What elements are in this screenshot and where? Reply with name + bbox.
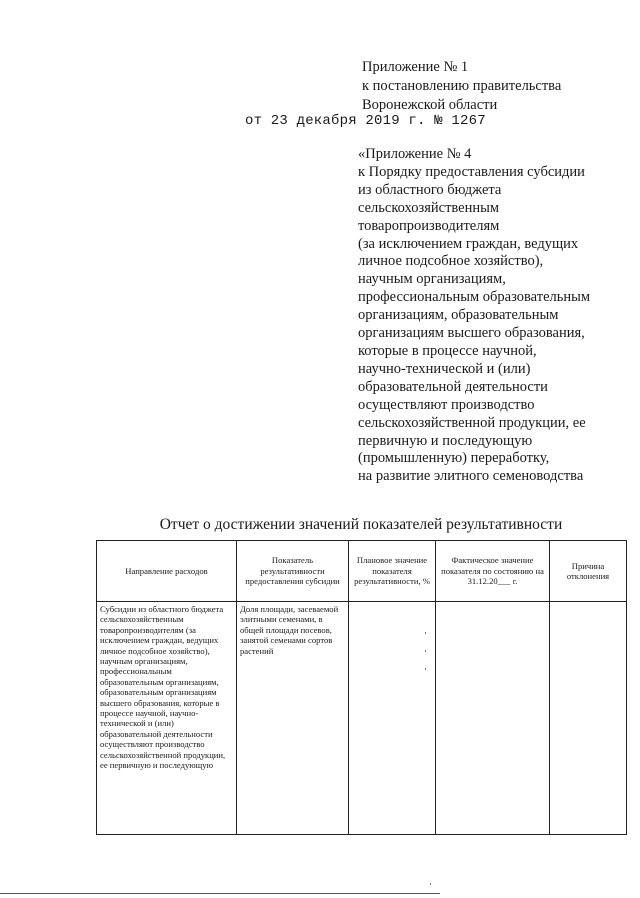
annex-line: «Приложение № 4 xyxy=(358,146,472,162)
scan-speck xyxy=(430,883,431,885)
annex-line: сельскохозяйственной продукции, ее xyxy=(358,414,586,431)
resolution-date-line: от 23 декабря 2019 г. № 1267 xyxy=(245,113,486,129)
column-header-planned: Плановое значение показателя результативности, % xyxy=(349,541,436,602)
annex-line: осуществляют производство xyxy=(358,396,535,413)
annex-line: личное подсобное хозяйство), xyxy=(358,253,544,270)
scan-speck xyxy=(425,632,426,634)
cell-indicator: Доля площади, засеваемой элитными семенами, в общей площади посевов, занятой семенами сортов растений xyxy=(237,602,349,835)
column-header-reason: Причина отклонения xyxy=(550,541,627,602)
report-table xyxy=(96,540,627,835)
annex-line: научно-технической и (или) xyxy=(358,360,531,377)
annex-line: первичную и последующую xyxy=(358,432,533,449)
annex-line: из областного бюджета xyxy=(358,181,502,198)
annex-line: профессиональным образовательным xyxy=(358,289,591,306)
annex-line: на развитие элитного семеноводства xyxy=(358,468,584,485)
annex-line: организациям высшего образования, xyxy=(358,325,585,342)
cell-actual xyxy=(436,602,550,835)
annex-line: товаропроизводителям xyxy=(358,217,500,234)
scan-speck xyxy=(425,650,426,652)
appendix-ref-line: к постановлению правительства xyxy=(362,78,562,94)
report-title: Отчет о достижении значений показателей результативности xyxy=(159,516,563,533)
annex-line: (промышленную) переработку, xyxy=(358,450,550,467)
appendix-header xyxy=(362,58,561,115)
table-header-row xyxy=(97,541,627,602)
page-bottom-rule xyxy=(0,893,440,894)
cell-reason xyxy=(550,602,627,835)
table-row xyxy=(97,602,627,835)
annex-line: которые в процессе научной, xyxy=(358,342,537,359)
annex-line: образовательной деятельности xyxy=(358,378,548,395)
appendix-number: Приложение № 1 xyxy=(362,59,469,75)
annex-line: сельскохозяйственным xyxy=(358,199,500,216)
cell-planned xyxy=(349,602,436,835)
column-header-indicator: Показатель результативности предоставления субсидии xyxy=(237,541,349,602)
scan-speck xyxy=(425,668,426,670)
column-header-actual: Фактическое значение показателя по состоянию на 31.12.20___ г. xyxy=(436,541,550,602)
column-header-direction: Направление расходов xyxy=(97,541,237,602)
appendix-region-line: Воронежской области xyxy=(362,97,498,113)
annex-line: к Порядку предоставления субсидии xyxy=(358,163,585,180)
annex-line: организациям, образовательным xyxy=(358,307,559,324)
annex-line: научным организациям, xyxy=(358,271,506,288)
annex-reference-block xyxy=(358,146,628,486)
cell-direction: Субсидии из областного бюджета сельскохозяйственным товаропроизводителям (за исключением граждан, ведущих личное подсобное хозяйство), научным организациям, профессиональным образовательным организациям, образовательным организациям высшего образования, которые в процессе научной, научно-технической и (или) образовательной деятельности осуществляют производство сельскохозяйственной продукции, ее первичную и последующую xyxy=(97,602,237,835)
annex-line: (за исключением граждан, ведущих xyxy=(358,235,579,252)
